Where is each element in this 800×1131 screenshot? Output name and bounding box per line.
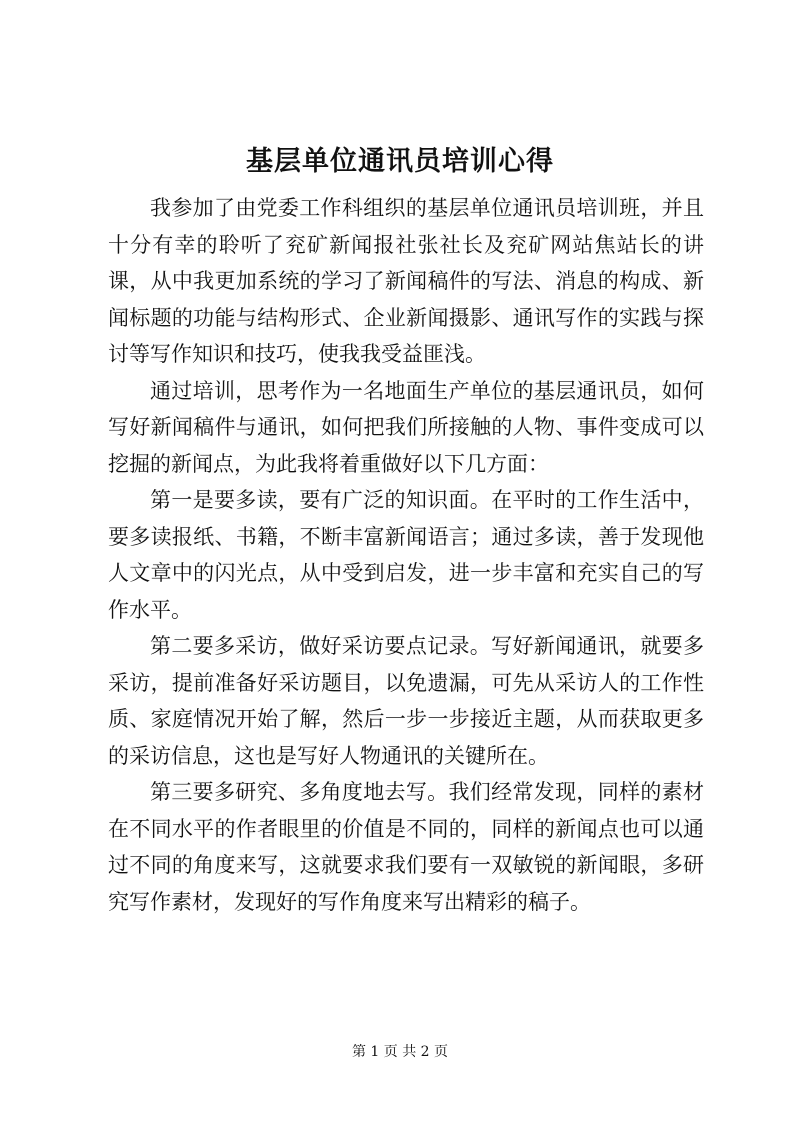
document-title: 基层单位通讯员培训心得 — [246, 146, 554, 177]
paragraph-4: 第二要多采访，做好采访要点记录。写好新闻通讯，就要多采访，提前准备好采访题目，以免遗漏，可先从采访人的工作性质、家庭情况开始了解，然后一步一步接近主题，从而获取更多的采访信息，这也是写好人物通讯的关键所在。 — [108, 634, 704, 768]
paragraph-3: 第一是要多读，要有广泛的知识面。在平时的工作生活中，要多读报纸、书籍，不断丰富新闻语言；通过多读，善于发现他人文章中的闪光点，从中受到启发，进一步丰富和充实自己的写作水平。 — [108, 488, 704, 622]
paragraph-5: 第三要多研究、多角度地去写。我们经常发现，同样的素材在不同水平的作者眼里的价值是不同的，同样的新闻点也可以通过不同的角度来写，这就要求我们要有一双敏锐的新闻眼，多研究写作素材，发现好的写作角度来写出精彩的稿子。 — [108, 780, 704, 914]
paragraph-2: 通过培训，思考作为一名地面生产单位的基层通讯员，如何写好新闻稿件与通讯，如何把我们所接触的人物、事件变成可以挖掘的新闻点，为此我将着重做好以下几方面： — [108, 378, 704, 476]
document-body — [108, 190, 704, 920]
paragraph-1: 我参加了由党委工作科组织的基层单位通讯员培训班，并且十分有幸的聆听了兖矿新闻报社张社长及兖矿网站焦站长的讲课，从中我更加系统的学习了新闻稿件的写法、消息的构成、新闻标题的功能与结构形式、企业新闻摄影、通讯写作的实践与探讨等写作知识和技巧，使我我受益匪浅。 — [108, 196, 704, 366]
page-number-footer: 第 1 页 共 2 页 — [351, 1044, 449, 1060]
